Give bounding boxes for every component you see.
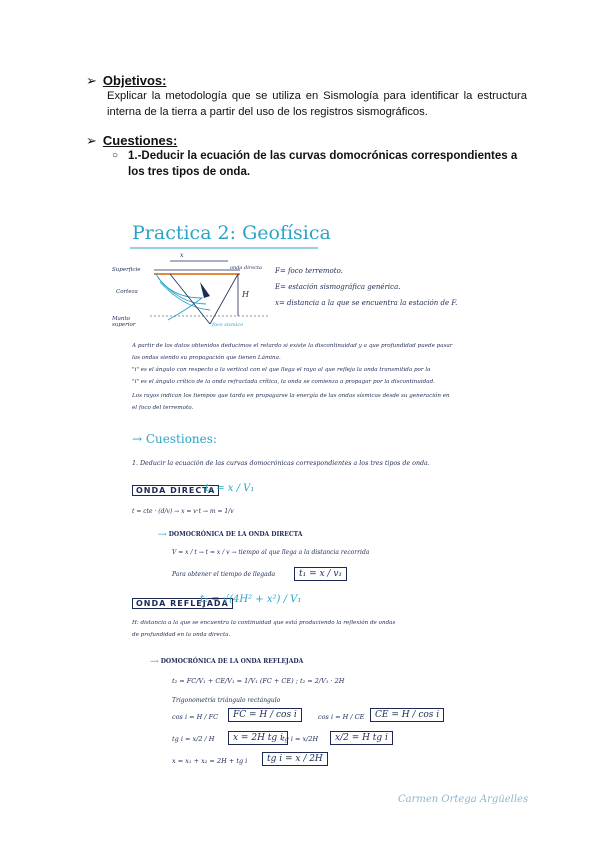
- intro-line-5: Los rayos indican los tiempos que tarda en propagarse la energía de las ondas sísmicas desde su generación en: [132, 393, 450, 399]
- intro-line-3: "i" es el ángulo con respecto a la vertical con el que llega el rayo al que refleja la onda transmitida por la: [132, 367, 431, 373]
- diagram-label-manto: Manto superior: [112, 316, 136, 328]
- reflejada-eq-3b-box: CE = H / cos i: [370, 708, 444, 722]
- arrow-bullet-icon: ➢: [86, 133, 97, 148]
- onda-directa-label: ONDA DIRECTA: [132, 485, 219, 496]
- onda-reflejada-label: ONDA REFLEJADA: [132, 598, 233, 609]
- legend-line-1: F= foco terremoto.: [275, 267, 343, 275]
- reflejada-eq-4a-box: x = 2H tg i: [228, 731, 288, 745]
- reflejada-eq-1: t₂ = FC/V₁ + CE/V₁ = 1/V₁ (FC + CE) ; t₂ = 2/V₁ · 2H: [172, 677, 345, 685]
- domocronica-directa-title: [158, 531, 302, 538]
- circle-bullet-icon: ○: [112, 150, 119, 161]
- onda-reflejada-formula: t₂ = √(4H² + x²) / V₁: [200, 594, 302, 605]
- onda-directa-formula: t₁ = x / V₁: [205, 483, 255, 494]
- arrow-bullet-icon: ➢: [86, 73, 97, 88]
- diagram-label-x: x: [180, 252, 184, 259]
- diagram-label-superficie: Superficie: [112, 267, 141, 273]
- intro-line-6: el foco del terremoto.: [132, 405, 194, 411]
- onda-directa-boxed-result: t₁ = x / v₁: [294, 567, 347, 581]
- onda-directa-line-2: V = x / t → t = x / v → tiempo al que llega a la distancia recorrida: [172, 549, 370, 556]
- diagram-label-corteza: Corteza: [116, 289, 138, 295]
- onda-reflejada-line-1: H: distancia a la que se encuentra la continuidad que está produciendo la reflexión de ondas: [132, 620, 396, 626]
- intro-line-1: A partir de los datos obtenidos deducimos el retardo si existe la discontinuidad y a que profundidad puede pasar: [132, 343, 453, 349]
- legend-line-2: E= estación sismográfica genérica.: [275, 283, 401, 291]
- domocronica-directa-title-text: DOMOCRÓNICA DE LA ONDA DIRECTA: [168, 531, 303, 538]
- intro-line-4: "i" es el ángulo crítico de la onda refractada crítica, la onda se comienza a propagar por la discontinuidad.: [132, 379, 435, 385]
- question-1: [112, 148, 533, 180]
- notes-title: Practica 2: Geofísica: [132, 222, 331, 244]
- questions-heading: Cuestiones:: [102, 133, 178, 148]
- intro-line-2: las ondas siendo su propagación que tienen Lámina.: [132, 355, 281, 361]
- reflejada-eq-5: x = x₁ + x₂ = 2H + tg i: [172, 757, 248, 765]
- diagram-label-foco: foco sísmico: [212, 322, 244, 328]
- onda-directa-line-1: t = cte · (d/v) → x = v·t → m = 1/v: [132, 508, 234, 515]
- cuestiones-handwritten-title: → Cuestiones:: [132, 432, 217, 446]
- question-1-text: 1.-Deducir la ecuación de las curvas domocrónicas correspondientes a los tres tipos de onda.: [128, 150, 518, 178]
- reflejada-eq-3b: cos i = H / CE: [318, 713, 365, 721]
- reflejada-eq-4a: tg i = x/2 / H: [172, 735, 215, 743]
- reflejada-eq-2: Trigonometría triángulo rectángulo: [172, 697, 281, 704]
- arrow-icon: ⟶: [158, 531, 169, 538]
- diagram-label-estacion: onda directa: [230, 265, 262, 271]
- author-signature: Carmen Ortega Argüelles: [398, 794, 529, 805]
- reflejada-eq-4b: tg i = x/2H: [282, 735, 319, 743]
- arrow-icon: ⟶: [150, 658, 161, 665]
- domocronica-reflejada-title: [150, 658, 303, 665]
- onda-directa-line-3: Para obtener el tiempo de llegada: [172, 571, 276, 578]
- legend-line-3: x= distancia a la que se encuentra la estación de F.: [275, 299, 458, 307]
- reflejada-eq-3a-box: FC = H / cos i: [228, 708, 302, 722]
- title-underline: [130, 246, 320, 250]
- domocronica-reflejada-title-text: DOMOCRÓNICA DE LA ONDA REFLEJADA: [160, 658, 304, 665]
- reflejada-eq-4b-box: x/2 = H tg i: [330, 731, 393, 745]
- handwritten-question-1: 1. Deducir la ecuación de las curvas domocrónicas correspondientes a los tres tipos de onda.: [132, 460, 430, 467]
- onda-reflejada-line-2: de profundidad en la onda directa.: [132, 632, 231, 638]
- objectives-text: Explicar la metodología que se utiliza en Sismología para identificar la estructura interna de la tierra a partir del uso de los registros sismográficos.: [107, 90, 527, 118]
- objectives-heading: Objetivos:: [102, 73, 167, 88]
- reflejada-eq-5-box: tg i = x / 2H: [262, 752, 328, 766]
- reflejada-eq-3a: cos i = H / FC: [172, 713, 219, 721]
- diagram-label-h: H: [242, 290, 249, 299]
